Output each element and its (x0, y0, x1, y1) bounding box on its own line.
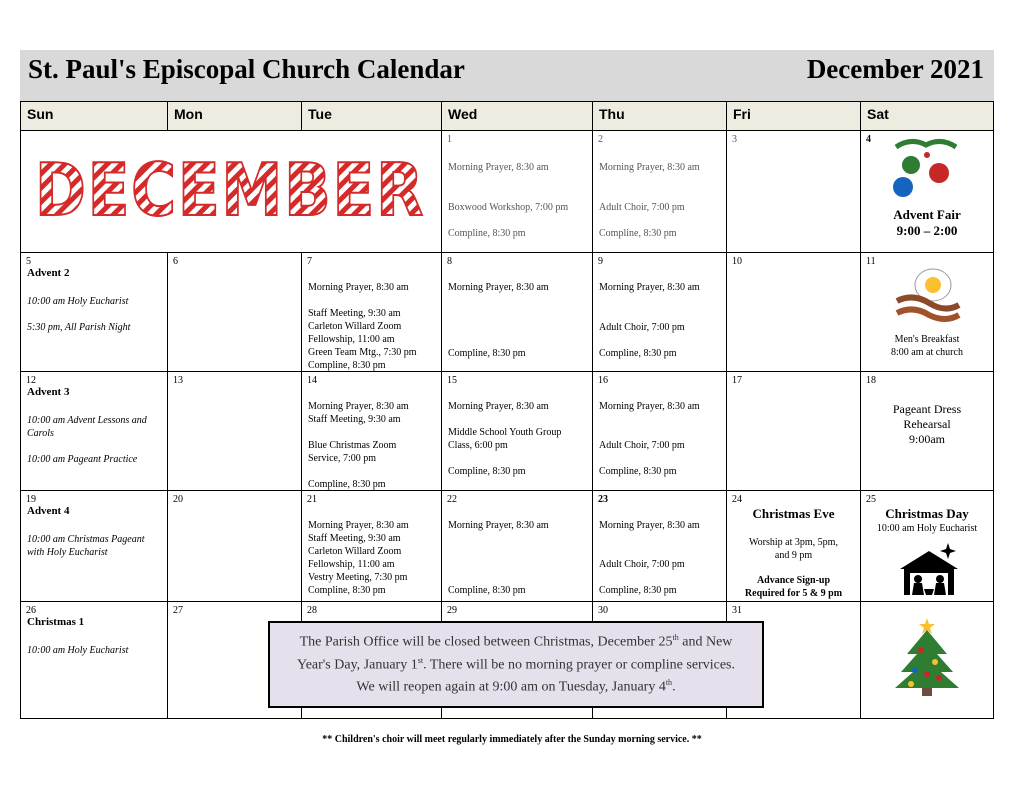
day-header-mon: Mon (167, 101, 302, 131)
day-cell-21: 21 Morning Prayer, 8:30 am Staff Meeting, 9:30 am Carleton Willard Zoom Fellowship, 11:00 am Vestry Meeting, 7:30 pm Compline, 8:30 pm (301, 490, 442, 602)
christmas-tree-icon (891, 616, 963, 698)
day-cell-9: 9 Morning Prayer, 8:30 am Adult Choir, 7:00 pm Compline, 8:30 pm (592, 252, 727, 372)
day-header-sat: Sat (860, 101, 994, 131)
day-cell-18: 18 Pageant Dress Rehearsal 9:00am (860, 371, 994, 491)
day-cell-17: 17 (726, 371, 861, 491)
day-cell-23: 23 Morning Prayer, 8:30 am Adult Choir, 7:00 pm Compline, 8:30 pm (592, 490, 727, 602)
day-cell-26: 26 Christmas 1 10:00 am Holy Eucharist (20, 601, 168, 719)
day-cell-3: 3 (726, 130, 861, 253)
day-cell-7: 7 Morning Prayer, 8:30 am Staff Meeting, 9:30 am Carleton Willard Zoom Fellowship, 11:00 am Green Team Mtg., 7:30 pm Compline, 8:30 pm (301, 252, 442, 372)
day-cell-31: 31 (726, 601, 861, 719)
day-cell-2: 2 Morning Prayer, 8:30 am Adult Choir, 7:00 pm Compline, 8:30 pm (592, 130, 727, 253)
day-cell-10: 10 (726, 252, 861, 372)
day-cell-29: 29 (441, 601, 593, 719)
day-cell-22: 22 Morning Prayer, 8:30 am Compline, 8:30 pm (441, 490, 593, 602)
day-header-sun: Sun (20, 101, 168, 131)
ornaments-icon (891, 135, 961, 205)
day-cell-28: 28 (301, 601, 442, 719)
day-cell-1: 1 Morning Prayer, 8:30 am Boxwood Workshop, 7:00 pm Compline, 8:30 pm (441, 130, 593, 253)
footer-note: ** Children's choir will meet regularly immediately after the Sunday morning service. ** (322, 734, 702, 745)
notice-line-3: We will reopen again at 9:00 am on Tuesday, January 4th. (356, 678, 676, 695)
day-cell-15: 15 Morning Prayer, 8:30 am Middle School Youth Group Class, 6:00 pm Compline, 8:30 pm (441, 371, 593, 491)
day-cell-14: 14 Morning Prayer, 8:30 am Staff Meeting, 9:30 am Blue Christmas Zoom Service, 7:00 pm Compline, 8:30 pm (301, 371, 442, 491)
day-cell-6: 6 (167, 252, 302, 372)
calendar-month: December 2021 (806, 54, 984, 84)
day-header-tue: Tue (301, 101, 442, 131)
day-cell-empty (860, 601, 994, 719)
day-cell-12: 12 Advent 3 10:00 am Advent Lessons and Carols 10:00 am Pageant Practice (20, 371, 168, 491)
breakfast-icon (893, 265, 963, 323)
title-bar (20, 50, 994, 101)
day-cell-25: 25 Christmas Day 10:00 am Holy Eucharist (860, 490, 994, 602)
day-cell-4: 4 Advent Fair 9:00 – 2:00 (860, 130, 994, 253)
office-closed-notice (268, 621, 764, 708)
calendar-title: St. Paul's Episcopal Church Calendar (28, 54, 465, 84)
day-header-thu: Thu (592, 101, 727, 131)
day-cell-20: 20 (167, 490, 302, 602)
day-cell-13: 13 (167, 371, 302, 491)
nativity-icon (896, 539, 962, 597)
day-cell-30: 30 (592, 601, 727, 719)
day-cell-8: 8 Morning Prayer, 8:30 am Compline, 8:30 pm (441, 252, 593, 372)
december-banner (30, 153, 430, 223)
banner-text: DECEMBER (35, 153, 425, 223)
notice-line-2: Year's Day, January 1st. There will be no morning prayer or compline services. (296, 655, 735, 673)
day-header-fri: Fri (726, 101, 861, 131)
day-cell-24: 24 Christmas Eve Worship at 3pm, 5pm, and 9 pm Advance Sign-up Required for 5 & 9 pm (726, 490, 861, 602)
day-cell-19: 19 Advent 4 10:00 am Christmas Pageant with Holy Eucharist (20, 490, 168, 602)
notice-line-1: The Parish Office will be closed between Christmas, December 25th and New (299, 633, 733, 650)
day-cell-27: 27 (167, 601, 302, 719)
day-header-wed: Wed (441, 101, 593, 131)
day-cell-16: 16 Morning Prayer, 8:30 am Adult Choir, 7:00 pm Compline, 8:30 pm (592, 371, 727, 491)
day-cell-11: 11 Men's Breakfast 8:00 am at church (860, 252, 994, 372)
day-cell-5: 5 Advent 2 10:00 am Holy Eucharist 5:30 pm, All Parish Night (20, 252, 168, 372)
